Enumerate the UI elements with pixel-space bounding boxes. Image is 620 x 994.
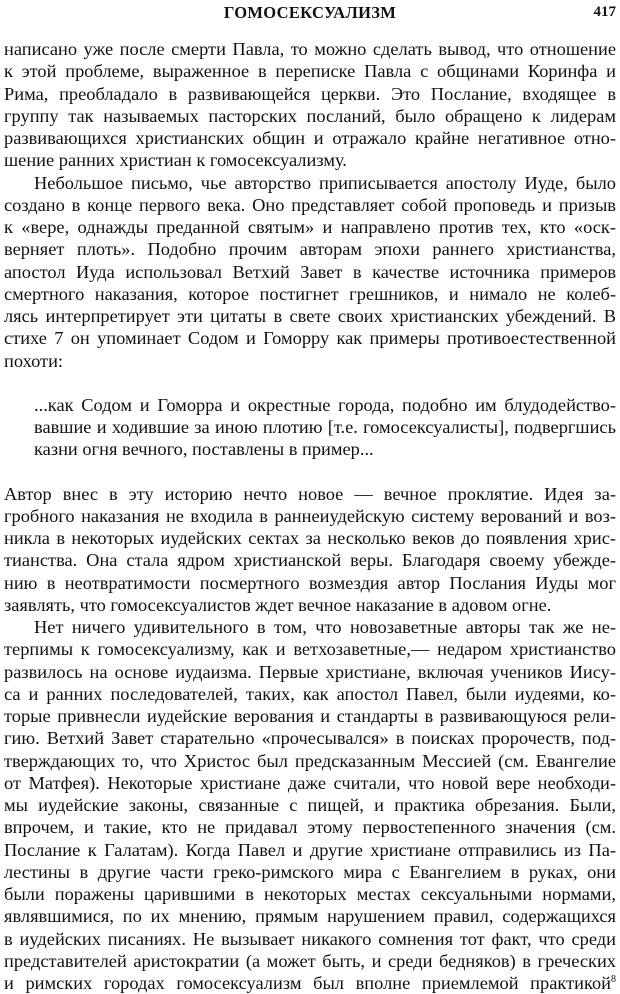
text-line: заявлять, что гомосексуалистов ждет вечное наказание в адовом огне.	[4, 594, 552, 615]
text-line: создано в конце первого века. Оно представляет собой проповедь и призыв	[4, 194, 616, 215]
text-line: Автор внес в эту историю нечто новое — вечное проклятие. Идея за-	[4, 483, 616, 504]
text-line: группу так называемых пасторских посланий, было обращено к лидерам	[4, 105, 616, 126]
paragraph	[4, 616, 616, 994]
text-line: мы иудейские законы, связанные с пищей, и практика обрезания. Были,	[4, 795, 616, 815]
running-head	[0, 3, 620, 25]
spacer	[4, 372, 616, 394]
text-line: к этой проблеме, выраженное в переписке Павла с общинами Коринфа и	[4, 61, 616, 82]
text-line: похоти:	[4, 350, 64, 371]
text-line: торые привнесли иудейские верования и стандарты в развивающуюся рели-	[4, 706, 616, 726]
text-line: лясь интерпретирует эти цитаты в свете своих христианских убеждений. В	[4, 306, 616, 326]
text-line: са и ранних последователей, таких, как апостол Павел, были иудеями, ко-	[4, 683, 616, 704]
text-line: написано уже после смерти Павла, то можно сделать вывод, что отношение	[4, 39, 616, 59]
text-line: были поражены царившими в некоторых местах сексуальными нормами,	[4, 884, 616, 904]
quote-line: вавшие и ходившие за иною плотию [т.е. гомосексуалисты], подвергшись	[34, 417, 616, 437]
block-quote	[4, 394, 616, 461]
text-line: Рима, преобладало в развивающейся церкви. Это Послание, входящее в	[4, 83, 616, 104]
text-line: развилось на основе иудаизма. Первые христиане, включая учеников Иису-	[4, 661, 616, 682]
running-title: ГОМОСЕКСУАЛИЗМ	[223, 3, 397, 22]
paragraph	[4, 172, 616, 372]
text-line: тверждающих то, что Христос был предсказанным Мессией (см. Евангелие	[4, 750, 616, 771]
text-line: от Матфея). Некоторые христиане даже считали, что новой вере необходи-	[4, 772, 616, 793]
text-line: впрочем, и такие, кто не придавал этому первостепенного значения (см.	[4, 817, 616, 838]
text-line: стихе 7 он упоминает Содом и Гоморру как примеры противоестественной	[4, 328, 616, 349]
text-line: Послание к Галатам). Когда Павел и другие христиане отправились из Па-	[4, 839, 616, 860]
text-line-with-footnote	[4, 972, 616, 994]
text-line: Нет ничего удивительного в том, что новозаветные авторы так же не-	[34, 617, 616, 637]
quote-line: казни огня вечного, поставлены в пример...	[34, 439, 374, 460]
text-line: смертного наказания, которое постигнет грешников, и нимало не колеб-	[4, 283, 616, 304]
quote-line: ...как Содом и Гоморра и окрестные города, подобно им блудодейство-	[34, 394, 616, 415]
text-line: нию в неотвратимости посмертного возмездия автор Послания Иуды мог	[4, 572, 616, 593]
text-line: шение ранних христиан к гомосексуализму.	[4, 150, 347, 171]
text-line: терпимы к гомосексуализму, как и ветхозаветные,— недаром христианство	[4, 639, 616, 660]
page-body	[4, 38, 616, 994]
paragraph	[4, 483, 616, 617]
text-line: никла в некоторых иудейских сектах за несколько веков до появления хрис-	[4, 528, 616, 548]
spacer	[4, 461, 616, 483]
text-line: тианства. Она стала ядром христианской веры. Благодаря своему убежде-	[4, 550, 616, 571]
text-line-content: и римских городах гомосексуализм был вполне приемлемой практикой	[4, 973, 611, 993]
text-line: являвшимися, по их мнению, прямым нарушением правил, содержащихся	[4, 906, 616, 927]
text-line: в иудейских писаниях. Не вызывает никакого сомнения тот факт, что среди	[4, 928, 616, 949]
paragraph	[4, 38, 616, 172]
text-line: Небольшое письмо, чье авторство приписывается апостолу Иуде, было	[34, 172, 616, 193]
text-line: представителей аристократии (а может быть, и среди бедняков) в греческих	[4, 950, 616, 971]
text-line: к «вере, однажды преданной святым» и направлено против тех, кто «оск-	[4, 217, 616, 237]
text-line: лестины в другие части греко-римского мира с Евангелием в руках, они	[4, 861, 616, 882]
footnote-marker[interactable]: 8	[611, 974, 616, 985]
text-line: гию. Ветхий Завет старательно «прочесывался» в поисках пророчеств, под-	[4, 728, 616, 749]
text-line: гробного наказания не входила в раннеиудейскую систему верований и воз-	[4, 505, 616, 526]
text-line: апостол Иуда использовал Ветхий Завет в качестве источника примеров	[4, 261, 616, 282]
page-number: 417	[593, 4, 616, 20]
text-line: развивающихся христианских общин и отражало крайне негативное отно-	[4, 128, 616, 148]
text-line: верняет плоть». Подобно прочим авторам эпохи раннего христианства,	[4, 239, 616, 260]
